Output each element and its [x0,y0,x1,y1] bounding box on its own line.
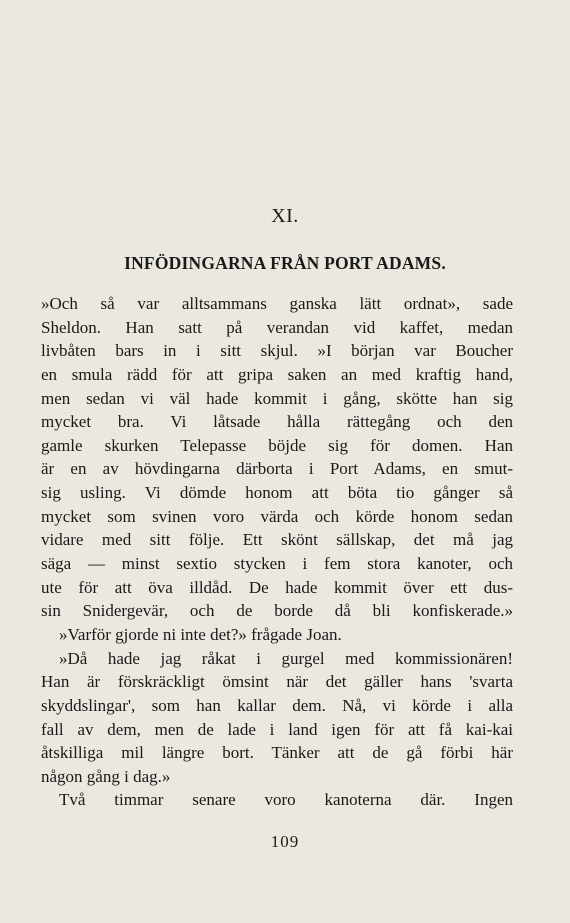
text-line: mycket bra. Vi låtsade hålla rättegång och den [41,412,513,432]
text-line: en smula rädd för att gripa saken an med kraftig hand, [41,364,513,384]
text-line: är en av hövdingarna därborta i Port Adams, en smut- [41,459,513,479]
chapter-title: INFÖDINGARNA FRÅN PORT ADAMS. [124,253,446,273]
text-line: skyddslingar', som han kallar dem. Nå, vi körde i alla [41,695,513,715]
text-line: Han är förskräckligt ömsint när det gäller hans 'svarta [41,672,513,692]
page-number: 109 [270,832,300,851]
text-line: mycket som svinen voro värda och körde honom sedan [41,506,513,526]
text-line: ute för att öva illdåd. De hade kommit över ett dus- [41,577,513,597]
text-line: någon gång i dag.» [41,766,171,786]
text-line: »Då hade jag råkat i gurgel med kommissionären! [59,648,513,668]
text-line: Två timmar senare voro kanoterna där. Ingen [59,790,513,810]
text-line: »Varför gjorde ni inte det?» frågade Joan. [59,624,342,644]
text-line: säga — minst sextio stycken i fem stora kanoter, och [41,554,513,574]
text-line: men sedan vi väl hade kommit i gång, skötte han sig [41,388,513,408]
text-line: åtskilliga mil längre bort. Tänker att de gå förbi här [41,743,513,763]
text-line: fall av dem, men de lade i land igen för att få kai-kai [41,719,513,739]
text-line: vidare med sitt följe. Ett skönt sällskap, det må jag [41,530,513,550]
text-line: gamle skurken Telepasse böjde sig för domen. Han [41,435,513,455]
text-line: sin Snidergevär, och de borde då bli konfiskerade.» [41,601,513,621]
chapter-number: XI. [271,205,299,227]
text-line: Sheldon. Han satt på verandan vid kaffet, medan [41,317,513,337]
body-text [41,292,513,812]
text-line: »Och så var alltsammans ganska lätt ordnat», sade [41,294,513,313]
text-line: livbåten bars in i sitt skjul. »I början var Boucher [41,341,513,361]
text-line: sig usling. Vi dömde honom att böta tio gånger så [41,483,513,503]
